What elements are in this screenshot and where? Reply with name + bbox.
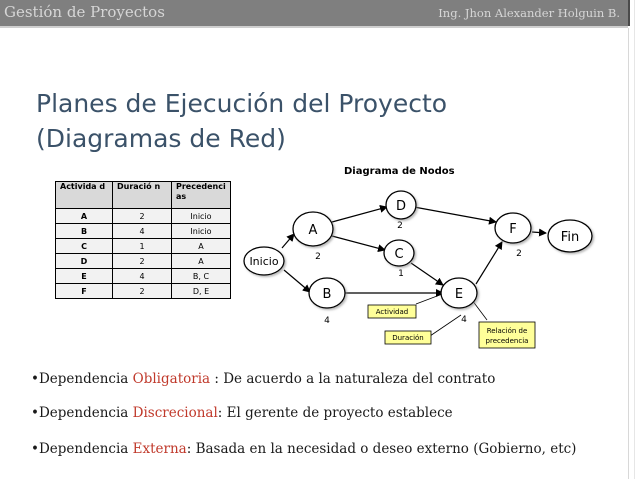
bullet-prefix: •Dependencia <box>31 405 133 421</box>
network-diagram <box>240 160 600 360</box>
author-name: Ing. Jhon Alexander Holguin B. <box>438 6 620 20</box>
duration-a: 2 <box>315 252 321 262</box>
table-cell: C <box>56 239 113 254</box>
node-label-inicio: Inicio <box>249 255 279 268</box>
table-cell: A <box>172 239 231 254</box>
table-cell: A <box>172 254 231 269</box>
edge-a-d <box>332 207 387 222</box>
node-label-b: B <box>322 287 332 302</box>
node-label-c: C <box>394 247 404 262</box>
bullet-keyword: Externa <box>132 441 187 457</box>
table-cell: D, E <box>172 284 231 299</box>
table-cell: 2 <box>113 209 172 224</box>
duration-labels <box>315 221 522 326</box>
table-header-row <box>56 182 231 209</box>
course-title: Gestión de Proyectos <box>4 3 165 21</box>
callouts <box>368 305 535 348</box>
table-header-cell: Duració n <box>113 182 172 209</box>
table-row <box>56 239 231 254</box>
table-cell: 1 <box>113 239 172 254</box>
edge-f-fin <box>532 232 546 233</box>
activity-table <box>55 181 231 299</box>
list-item <box>31 405 453 421</box>
list-item <box>31 371 495 387</box>
table-row <box>56 284 231 299</box>
table-cell: B <box>56 224 113 239</box>
table-cell: 2 <box>113 284 172 299</box>
node-label-e: E <box>454 287 464 302</box>
table-cell: F <box>56 284 113 299</box>
duration-f: 2 <box>516 249 522 259</box>
header-edge <box>628 0 630 26</box>
header-shadow <box>0 26 628 28</box>
callout-relacion-line-1: Relación de <box>486 327 528 335</box>
diagram-nodes <box>244 191 592 308</box>
bullet-text: : De acuerdo a la naturaleza del contrato <box>210 371 496 387</box>
edge-c-e <box>411 263 443 285</box>
edge-a-c <box>332 236 385 250</box>
edge-d-f <box>414 207 496 222</box>
table-header-cell: Activida d <box>56 182 113 209</box>
table-cell: 4 <box>113 269 172 284</box>
duration-d: 2 <box>397 221 403 231</box>
slide-title-line-2: (Diagramas de Red) <box>36 124 286 153</box>
callout-relacion-line-2: precedencia <box>485 337 529 345</box>
duration-c: 1 <box>398 269 404 279</box>
node-label-a: A <box>308 223 318 238</box>
bullet-prefix: •Dependencia <box>31 441 133 457</box>
table-row <box>56 224 231 239</box>
table-cell: 4 <box>113 224 172 239</box>
table-cell: A <box>56 209 113 224</box>
bullet-text: : Basada en la necesidad o deseo externo (Gobierno, etc) <box>186 441 577 457</box>
duration-e: 4 <box>461 315 467 325</box>
duration-b: 4 <box>324 316 330 326</box>
vertical-divider <box>628 28 629 479</box>
table-cell: D <box>56 254 113 269</box>
node-label-f: F <box>509 222 517 237</box>
callout-actividad: Actividad <box>375 308 409 316</box>
table-cell: B, C <box>172 269 231 284</box>
header-bar <box>0 0 628 26</box>
table-row <box>56 209 231 224</box>
list-item <box>31 441 576 457</box>
bullet-text: : El gerente de proyecto establece <box>217 405 453 421</box>
table-cell: Inicio <box>172 209 231 224</box>
edge-inicio-b <box>284 270 310 292</box>
table-row <box>56 254 231 269</box>
table-cell: 2 <box>113 254 172 269</box>
node-label-fin: Fin <box>560 230 580 245</box>
table-cell: E <box>56 269 113 284</box>
pointer-duracion <box>430 315 461 336</box>
bullet-keyword: Obligatoria <box>132 371 211 387</box>
edge-e-f <box>476 242 502 284</box>
table-row <box>56 269 231 284</box>
table-cell: Inicio <box>172 224 231 239</box>
vertical-divider-outer <box>634 0 635 479</box>
edge-inicio-a <box>282 234 294 248</box>
bullet-prefix: •Dependencia <box>31 371 133 387</box>
slide-title <box>36 86 596 156</box>
bullet-keyword: Discrecional <box>132 405 218 421</box>
table-header-cell: Precedenci as <box>172 182 231 209</box>
diagram-title: Diagrama de Nodos <box>344 166 455 177</box>
node-label-d: D <box>395 199 407 214</box>
callout-duracion: Duración <box>392 334 424 342</box>
slide-title-line-1: Planes de Ejecución del Proyecto <box>36 89 448 118</box>
